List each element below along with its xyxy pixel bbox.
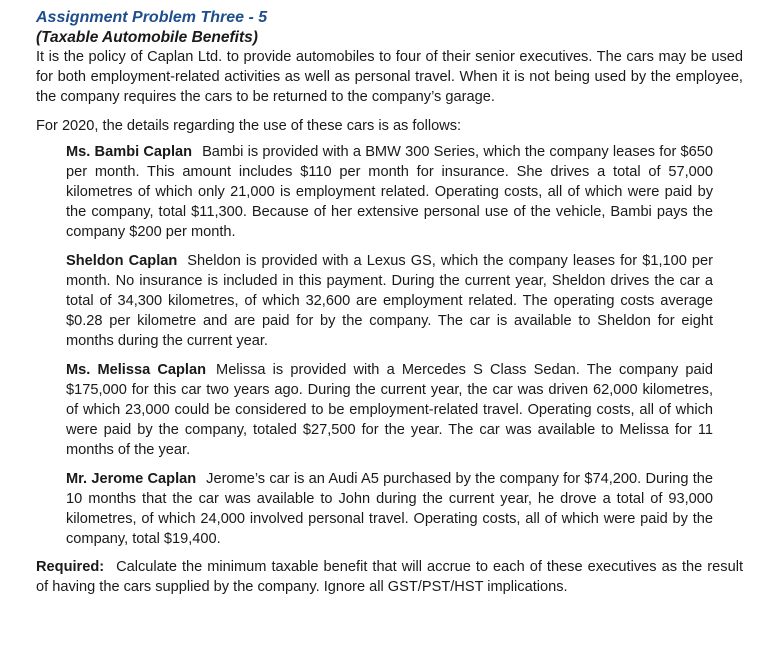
case-text: Sheldon is provided with a Lexus GS, which the company leases for $1,100 per month. No insurance is included in this payment. During the current year, Sheldon drives the car a total of 34,300 kilometres, of which 32,600 are employment related. The operating costs average $0.28 per kilometre and are paid for by the company. The car is available to Sheldon for eight months during the current year. bbox=[66, 253, 713, 349]
required-text: Calculate the minimum taxable benefit that will accrue to each of these executives as the result of having the cars supplied by the company. Ignore all GST/PST/HST implications. bbox=[36, 559, 743, 595]
case-name: Sheldon Caplan bbox=[66, 253, 178, 269]
case-text: Bambi is provided with a BMW 300 Series, which the company leases for $650 per month. This amount includes $110 per month for insurance. She drives a total of 57,000 kilometres of which only 21,000 is employment related. Operating costs, all of which were paid by the company, total $11,300. Because of her extensive personal use of the vehicle, Bambi pays the company $200 per month. bbox=[66, 144, 713, 240]
case-jerome bbox=[66, 469, 713, 549]
problem-title: Assignment Problem Three - 5 bbox=[36, 9, 268, 26]
problem-subtitle: (Taxable Automobile Benefits) bbox=[36, 29, 258, 46]
case-name: Ms. Melissa Caplan bbox=[66, 362, 207, 378]
case-text: Melissa is provided with a Mercedes S Class Sedan. The company paid $175,000 for this car two years ago. During the current year, the car was driven 62,000 kilometres, of which 23,000 could be considered to be employment-related travel. Operating costs, all of which were paid by the company, totaled $27,500 for the year. The car was available to Melissa for 11 months of the year. bbox=[66, 362, 714, 458]
required-label: Required: bbox=[36, 559, 105, 575]
required-paragraph bbox=[36, 557, 743, 597]
case-melissa bbox=[66, 360, 713, 460]
case-name: Mr. Jerome Caplan bbox=[66, 471, 197, 487]
intro-paragraph: It is the policy of Caplan Ltd. to provide automobiles to four of their senior executives. The cars may be used for both employment-related activities as well as personal travel. When it is not being used by the employee, the company requires the cars to be returned to the company’s garage. bbox=[36, 49, 743, 105]
case-name: Ms. Bambi Caplan bbox=[66, 144, 193, 160]
details-lead-in: For 2020, the details regarding the use of these cars is as follows: bbox=[36, 118, 462, 134]
case-bambi bbox=[66, 142, 713, 242]
case-sheldon bbox=[66, 251, 713, 351]
case-text: Jerome’s car is an Audi A5 purchased by the company for $74,200. During the 10 months that the car was available to John during the current year, he drove a total of 93,000 kilometres, of which 24,000 involved personal travel. Operating costs, all of which were paid by the company, total $19,400. bbox=[66, 471, 713, 547]
